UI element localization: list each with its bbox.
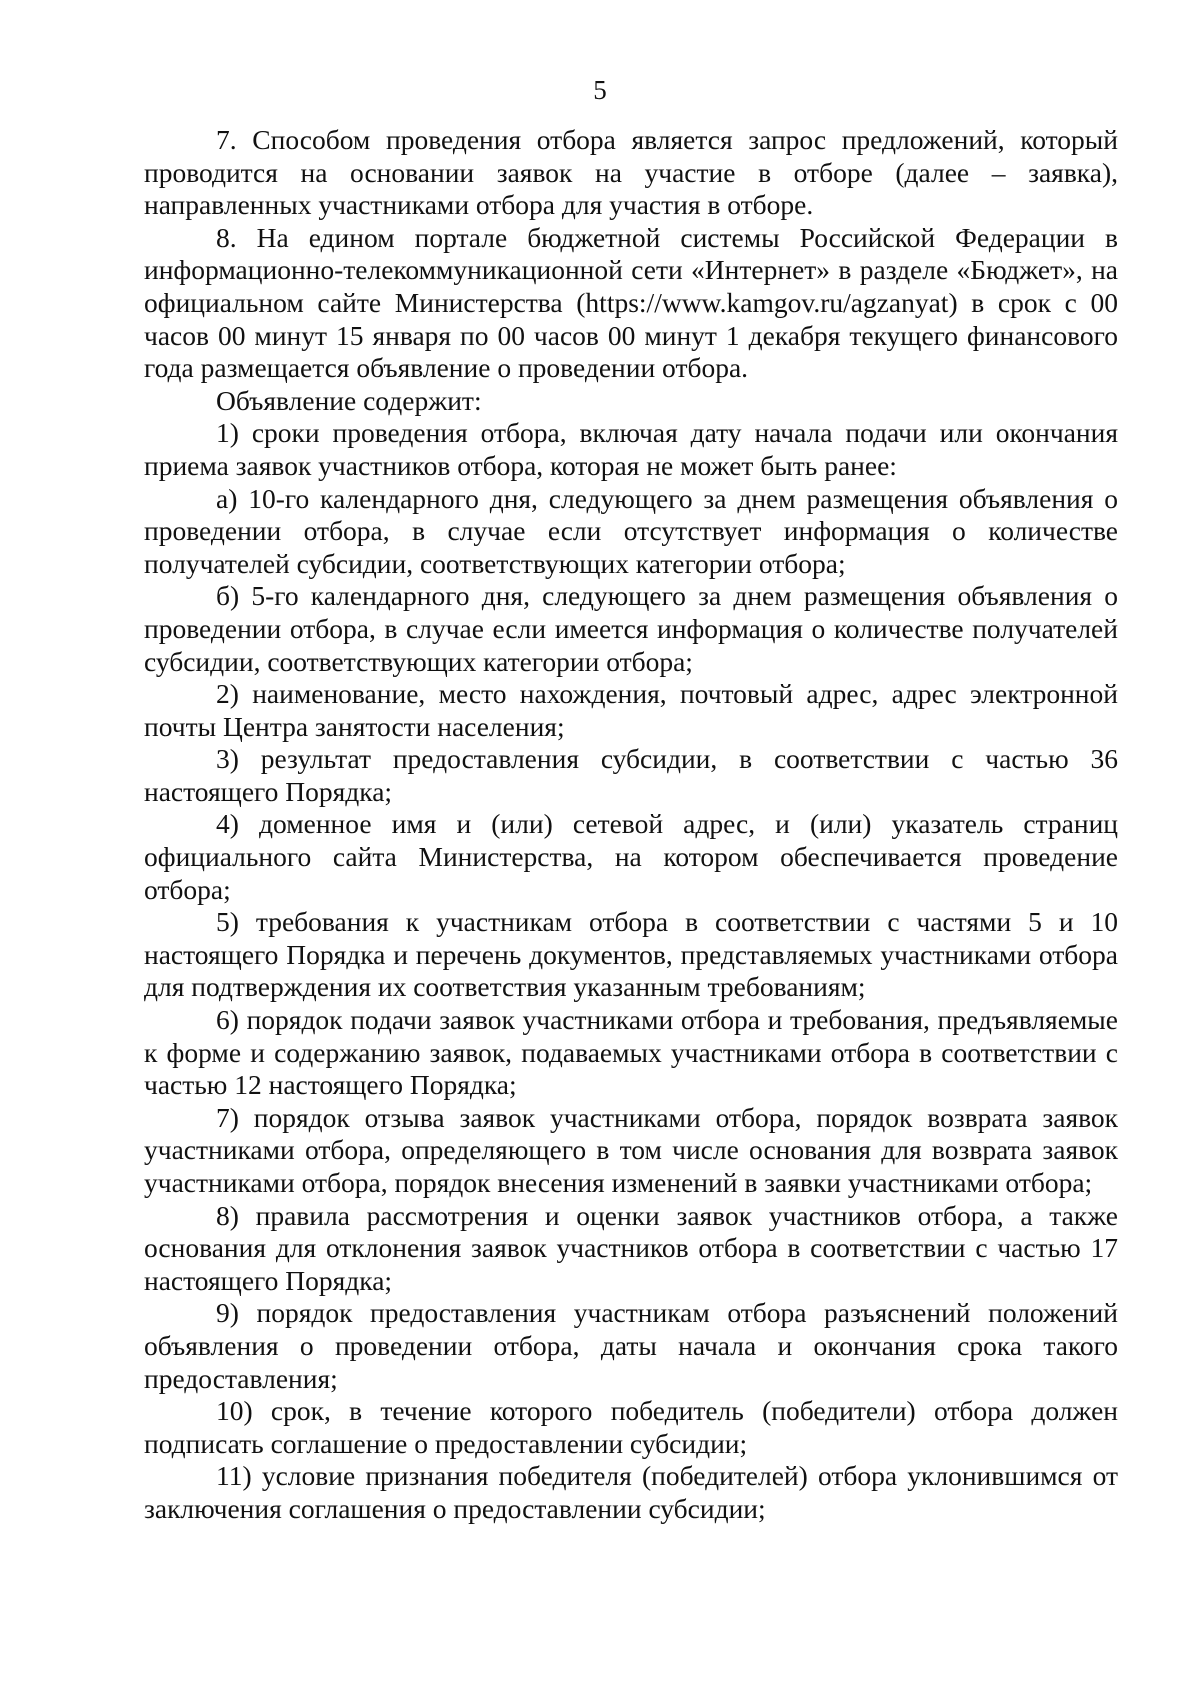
list-item-8-evaluation-rules: 8) правила рассмотрения и оценки заявок участников отбора, а также основания для отклонения заявок участников отбора в соответствии с частью 17 настоящего Порядка; [144,1199,1118,1296]
list-item-a-10th-day: а) 10-го календарного дня, следующего за днем размещения объявления о проведении отбора, в случае если отсутствует информация о количестве получателей субсидии, соответствующих категории отбора; [144,482,1118,579]
paragraph-7-selection-method: 7. Способом проведения отбора является запрос предложений, который проводится на основании заявок на участие в отборе (далее – заявка), направленных участниками отбора для участия в отборе. [144,124,1118,221]
list-item-6-application-procedure: 6) порядок подачи заявок участниками отбора и требования, предъявляемые к форме и содержанию заявок, подаваемых участниками отбора в соответствии с частью 12 настоящего Порядка; [144,1004,1118,1101]
list-item-b-5th-day: б) 5-го календарного дня, следующего за днем размещения объявления о проведении отбора, в случае если имеется информация о количестве получателей субсидии, соответствующих категории отбора; [144,580,1118,677]
list-item-3-subsidy-result: 3) результат предоставления субсидии, в соответствии с частью 36 настоящего Порядка; [144,743,1118,807]
list-item-4-domain-name: 4) доменное имя и (или) сетевой адрес, и (или) указатель страниц официального сайта Министерства, на котором обеспечивается проведение отбора; [144,808,1118,905]
paragraph-announcement-contents: Объявление содержит: [216,384,482,416]
list-item-9-clarifications: 9) порядок предоставления участникам отбора разъяснений положений объявления о проведении отбора, даты начала и окончания срока такого предоставления; [144,1297,1118,1394]
list-item-2-employment-center: 2) наименование, место нахождения, почтовый адрес, адрес электронной почты Центра занятости населения; [144,678,1118,742]
document-body [144,124,1118,1526]
list-item-1-selection-terms: 1) сроки проведения отбора, включая дату начала подачи или окончания приема заявок участников отбора, которая не может быть ранее: [144,417,1118,481]
list-item-11-evasion-condition: 11) условие признания победителя (победителей) отбора уклонившимся от заключения соглашения о предоставлении субсидии; [144,1460,1118,1524]
list-item-10-signing-deadline: 10) срок, в течение которого победитель (победители) отбора должен подписать соглашение о предоставлении субсидии; [144,1395,1118,1459]
list-item-5-participant-requirements: 5) требования к участникам отбора в соответствии с частями 5 и 10 настоящего Порядка и перечень документов, представляемых участниками отбора для подтверждения их соответствия указанным требованиям; [144,906,1118,1003]
list-item-7-withdrawal-procedure: 7) порядок отзыва заявок участниками отбора, порядок возврата заявок участниками отбора, определяющего в том числе основания для возврата заявок участниками отбора, порядок внесения изменений в заявки участниками отбора; [144,1101,1118,1198]
page-number: 5 [593,75,607,105]
paragraph-8-announcement-placement: 8. На едином портале бюджетной системы Российской Федерации в информационно-телекоммуникационной сети «Интернет» в разделе «Бюджет», на официальном сайте Министерства (https://www.kamgov.ru/agzanyat) в срок с 00 часов 00 минут 15 января по 00 часов 00 минут 1 декабря текущего финансового года размещается объявление о проведении отбора. [144,221,1118,384]
